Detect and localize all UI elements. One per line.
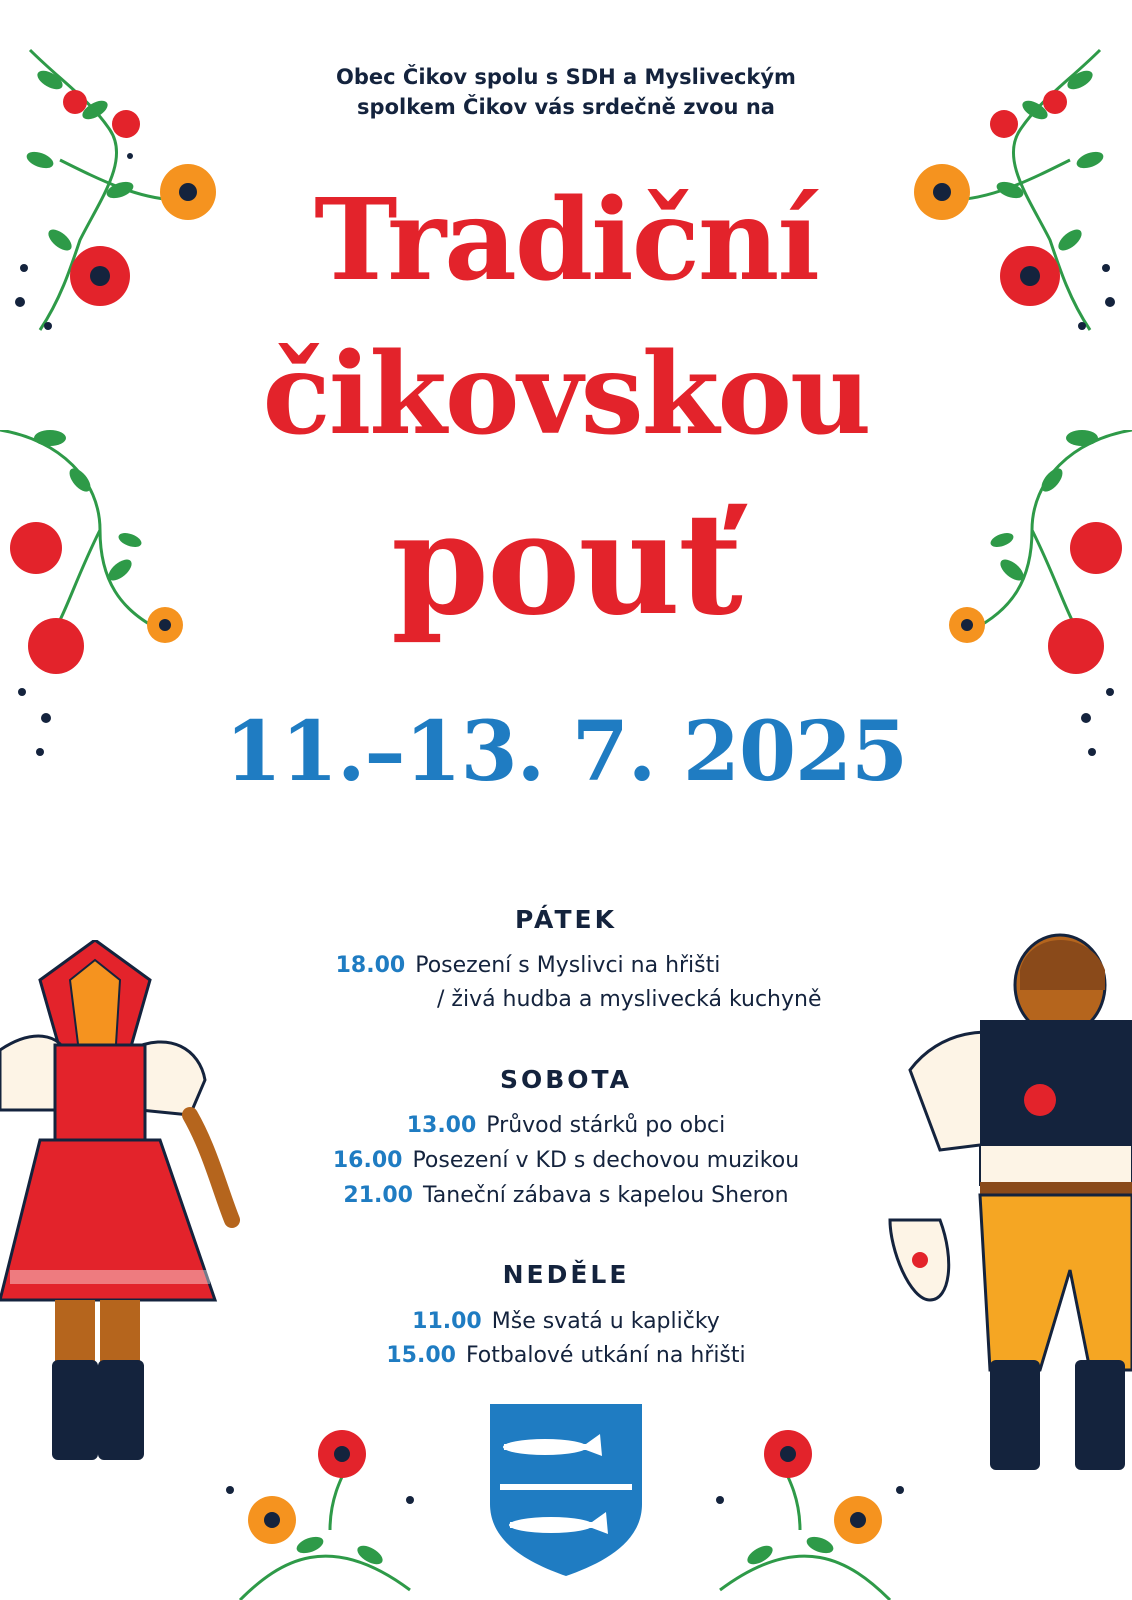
event-text: Posezení s Myslivci na hřišti bbox=[415, 953, 721, 978]
event-text: Fotbalové utkání na hřišti bbox=[465, 1343, 746, 1368]
event-date: 11.–13. 7. 2025 bbox=[224, 704, 908, 800]
invitation-line-1: Obec Čikov spolu s SDH a Mysliveckým bbox=[336, 65, 796, 89]
flower-vine-icon bbox=[700, 1420, 910, 1600]
event-time: 15.00 bbox=[386, 1343, 456, 1368]
event-note: / živá hudba a myslivecká kuchyně bbox=[437, 987, 822, 1012]
title-line-2: čikovskou bbox=[262, 329, 870, 460]
day-heading-friday: PÁTEK bbox=[515, 905, 617, 934]
event-text: Průvod stárků po obci bbox=[486, 1113, 726, 1138]
event-text: Taneční zábava s kapelou Sheron bbox=[423, 1183, 789, 1208]
event-text: Posezení v KD s dechovou muzikou bbox=[412, 1148, 800, 1173]
folk-girl-figure bbox=[0, 940, 240, 1470]
event-time: 18.00 bbox=[335, 953, 406, 978]
flower-vine-icon bbox=[0, 40, 230, 340]
event-time: 21.00 bbox=[343, 1183, 413, 1208]
title-line-1: Tradiční bbox=[314, 175, 818, 306]
day-heading-sunday: NEDĚLE bbox=[502, 1260, 630, 1289]
event-text: Mše svatá u kapličky bbox=[491, 1309, 720, 1334]
invitation-line-2: spolkem Čikov vás srdečně zvou na bbox=[357, 95, 775, 119]
flower-vine-icon bbox=[900, 40, 1130, 340]
event-time: 16.00 bbox=[332, 1148, 403, 1173]
coat-of-arms-icon bbox=[490, 1404, 642, 1576]
flower-vine-icon bbox=[0, 430, 200, 760]
event-time: 13.00 bbox=[406, 1113, 477, 1138]
flower-vine-icon bbox=[220, 1420, 430, 1600]
title-line-3: pouť bbox=[391, 483, 741, 647]
event-time: 11.00 bbox=[412, 1309, 482, 1334]
day-heading-saturday: SOBOTA bbox=[499, 1065, 633, 1094]
flower-vine-icon bbox=[932, 430, 1132, 760]
folk-boy-figure bbox=[880, 930, 1132, 1490]
